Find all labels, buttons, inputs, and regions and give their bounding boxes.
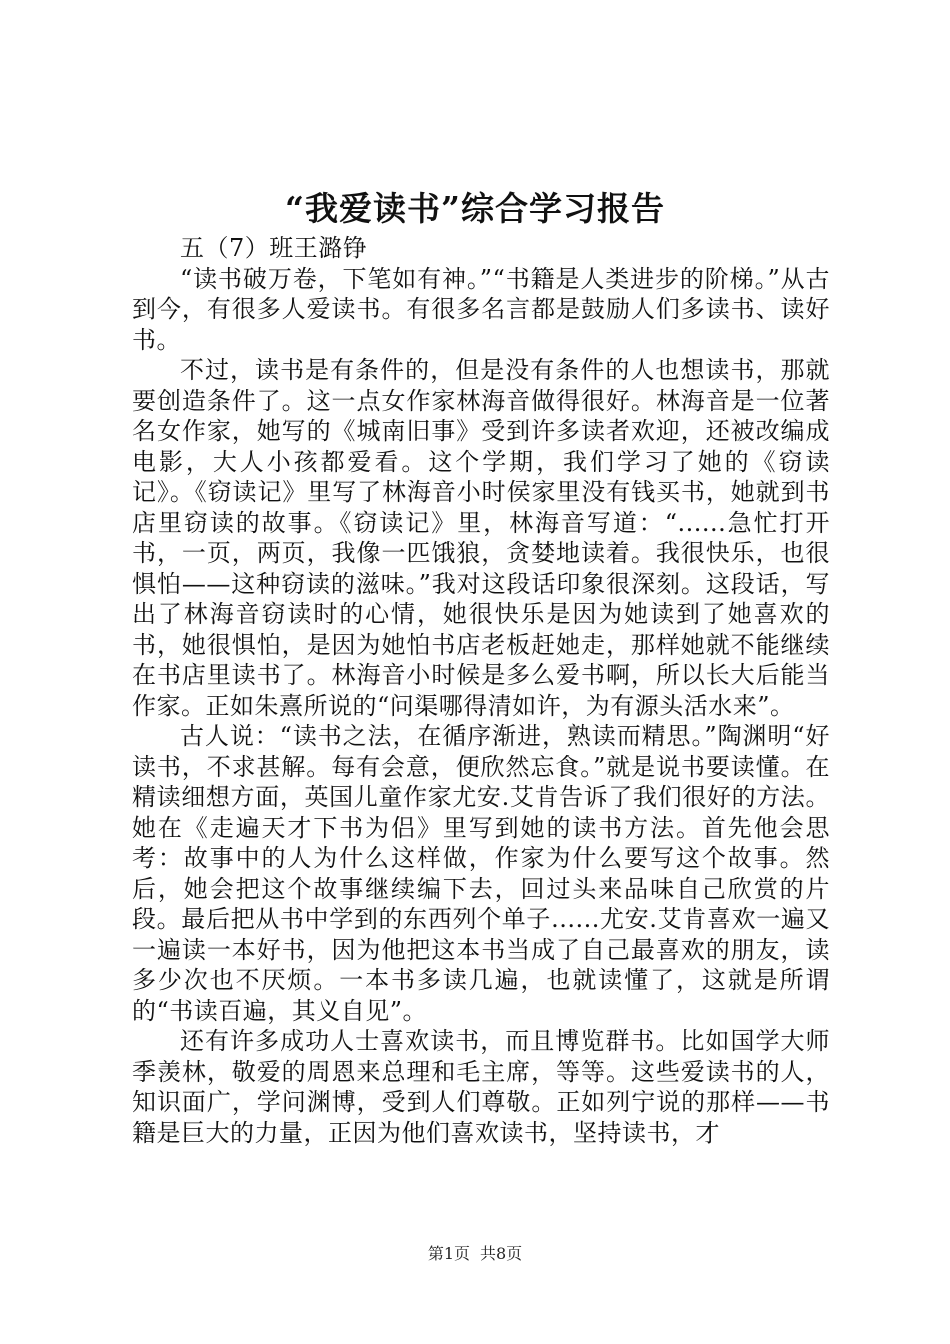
paragraph-4: 还有许多成功人士喜欢读书，而且博览群书。比如国学大师季羡林，敬爱的周恩来总理和毛主席，等等。这些爱读书的人，知识面广，学问渊博，受到人们尊敬。正如列宁说的那样——书籍是巨大的力量，正因为他们喜欢读书，坚持读书，才 bbox=[132, 1027, 830, 1147]
page-total: 共8页 bbox=[480, 1244, 523, 1263]
document-title: “我爱读书”综合学习报告 bbox=[285, 189, 665, 228]
paragraph-3: 古人说：“读书之法，在循序渐进，熟读而精思。”陶渊明“好读书，不求甚解。每有会意，便欣然忘食。”就是说书要读懂。在精读细想方面，英国儿童作家尤安.艾肯告诉了我们很好的方法。她在《走遍天才下书为侣》里写到她的读书方法。首先他会思考：故事中的人为什么这样做，作家为什么要写这个故事。然后，她会把这个故事继续编下去，回过头来品味自己欣赏的片段。最后把从书中学到的东西列个单子......尤安.艾肯喜欢一遍又一遍读一本好书，因为他把这本书当成了自己最喜欢的朋友，读多少次也不厌烦。一本书多读几遍，也就读懂了，这就是所谓的“书读百遍，其义自见”。 bbox=[132, 722, 830, 1025]
document-body bbox=[132, 233, 830, 1148]
paragraph-1: “读书破万卷，下笔如有神。”“书籍是人类进步的阶梯。”从古到今，有很多人爱读书。有很多名言都是鼓励人们多读书、读好书。 bbox=[132, 264, 830, 354]
author-line: 五（7）班王潞铮 bbox=[180, 234, 368, 262]
page-number: 第1页 bbox=[427, 1244, 470, 1263]
paragraph-2: 不过，读书是有条件的，但是没有条件的人也想读书，那就要创造条件了。这一点女作家林海音做得很好。林海音是一位著名女作家，她写的《城南旧事》受到许多读者欢迎，还被改编成电影，大人小孩都爱看。这个学期，我们学习了她的《窃读记》。《窃读记》里写了林海音小时侯家里没有钱买书，她就到书店里窃读的故事。《窃读记》里，林海音写道：“......急忙打开书，一页，两页，我像一匹饿狼，贪婪地读着。我很快乐，也很惧怕——这种窃读的滋味。”我对这段话印象很深刻。这段话，写出了林海音窃读时的心情，她很快乐是因为她读到了她喜欢的书，她很惧怕，是因为她怕书店老板赶她走，那样她就不能继续在书店里读书了。林海音小时候是多么爱书啊，所以长大后能当作家。正如朱熹所说的“问渠哪得清如许，为有源头活水来”。 bbox=[132, 356, 830, 720]
page-footer bbox=[0, 1243, 950, 1265]
